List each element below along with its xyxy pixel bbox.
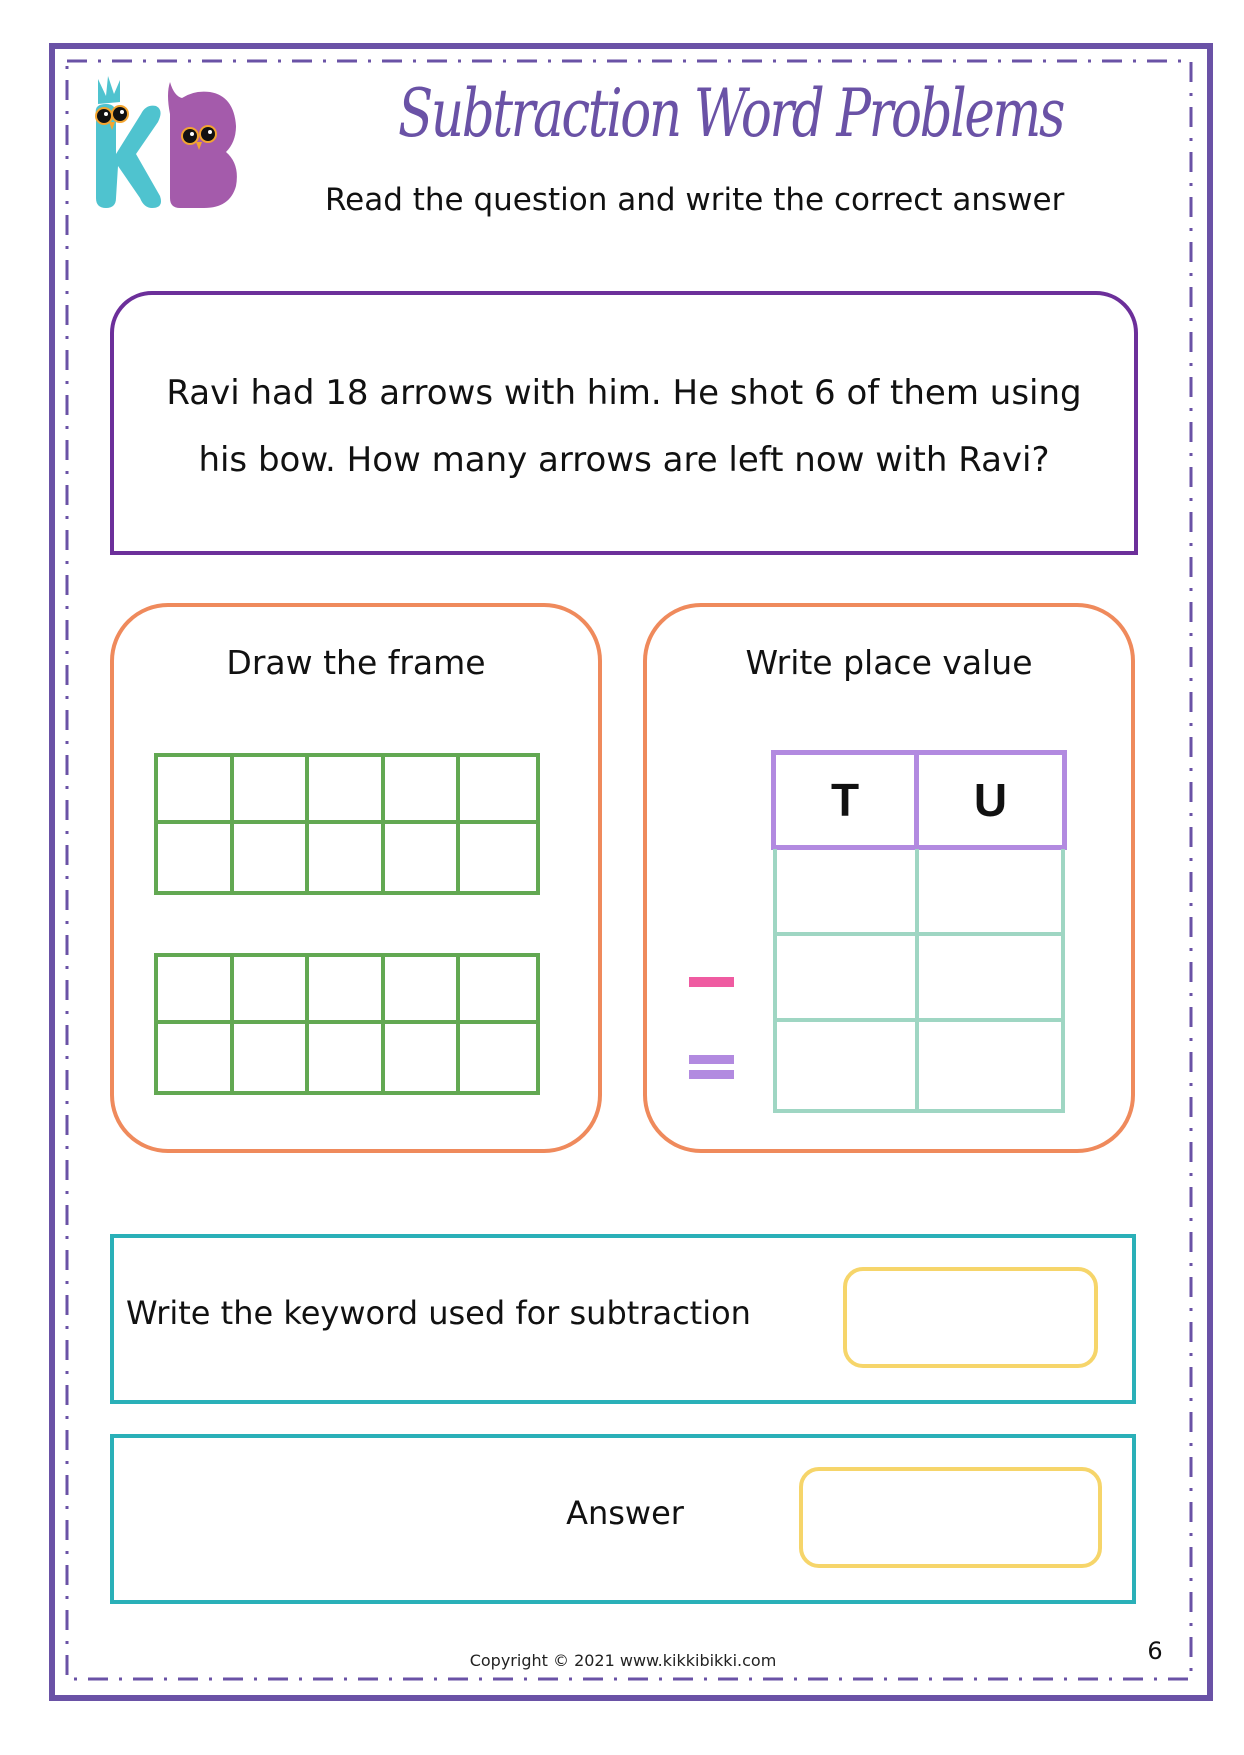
place-value-cell-tens[interactable]: [777, 1022, 919, 1109]
worksheet-instructions: Read the question and write the correct answer: [325, 182, 1065, 218]
ten-frame-cell[interactable]: [309, 824, 385, 891]
place-value-cell-tens[interactable]: [777, 849, 919, 936]
place-value-cell-units[interactable]: [919, 849, 1061, 936]
question-line-2: his bow. How many arrows are left now with Ravi?: [198, 440, 1050, 480]
ten-frame-cell[interactable]: [234, 824, 310, 891]
ten-frame-2[interactable]: [154, 953, 540, 1095]
tens-column-header: T: [776, 755, 919, 845]
question-line-1: Ravi had 18 arrows with him. He shot 6 of them using: [166, 373, 1082, 413]
answer-label: Answer: [566, 1494, 684, 1532]
place-value-cell-units[interactable]: [919, 1022, 1061, 1109]
kikkibikki-logo: [86, 74, 246, 214]
ten-frame-cell[interactable]: [385, 1024, 461, 1091]
page-number: 6: [1147, 1637, 1163, 1665]
logo-b-icon: [168, 82, 237, 208]
ten-frame-cell[interactable]: [158, 957, 234, 1024]
ten-frame-cell[interactable]: [309, 757, 385, 824]
ten-frame-cell[interactable]: [234, 957, 310, 1024]
logo-k-icon: [95, 76, 161, 208]
ten-frame-cell[interactable]: [158, 1024, 234, 1091]
ten-frame-cell[interactable]: [385, 824, 461, 891]
place-value-title: Write place value: [745, 643, 1033, 682]
keyword-label: Write the keyword used for subtraction: [126, 1294, 751, 1332]
equals-icon: [689, 1055, 734, 1064]
ten-frame-cell[interactable]: [234, 1024, 310, 1091]
place-value-header: [771, 750, 1067, 850]
ten-frame-cell[interactable]: [460, 757, 536, 824]
place-value-cell-units[interactable]: [919, 936, 1061, 1023]
place-value-grid[interactable]: [773, 849, 1065, 1113]
ten-frame-cell[interactable]: [309, 957, 385, 1024]
ten-frame-cell[interactable]: [158, 824, 234, 891]
ten-frame-cell[interactable]: [309, 1024, 385, 1091]
equals-icon: [689, 1070, 734, 1079]
ten-frame-cell[interactable]: [460, 1024, 536, 1091]
units-column-header: U: [973, 774, 1008, 826]
ten-frame-cell[interactable]: [460, 824, 536, 891]
ten-frame-cell[interactable]: [385, 757, 461, 824]
minus-icon: [689, 977, 734, 987]
ten-frame-cell[interactable]: [234, 757, 310, 824]
place-value-cell-tens[interactable]: [777, 936, 919, 1023]
ten-frame-cell[interactable]: [385, 957, 461, 1024]
ten-frame-cell[interactable]: [158, 757, 234, 824]
worksheet-title: Subtraction Word Problems: [398, 75, 1064, 152]
draw-frame-title: Draw the frame: [226, 643, 486, 682]
keyword-input[interactable]: [843, 1267, 1098, 1368]
answer-input[interactable]: [799, 1467, 1102, 1568]
ten-frame-cell[interactable]: [460, 957, 536, 1024]
ten-frame-1[interactable]: [154, 753, 540, 895]
copyright-text: Copyright © 2021 www.kikkibikki.com: [469, 1651, 777, 1670]
question-text: [114, 360, 1134, 494]
